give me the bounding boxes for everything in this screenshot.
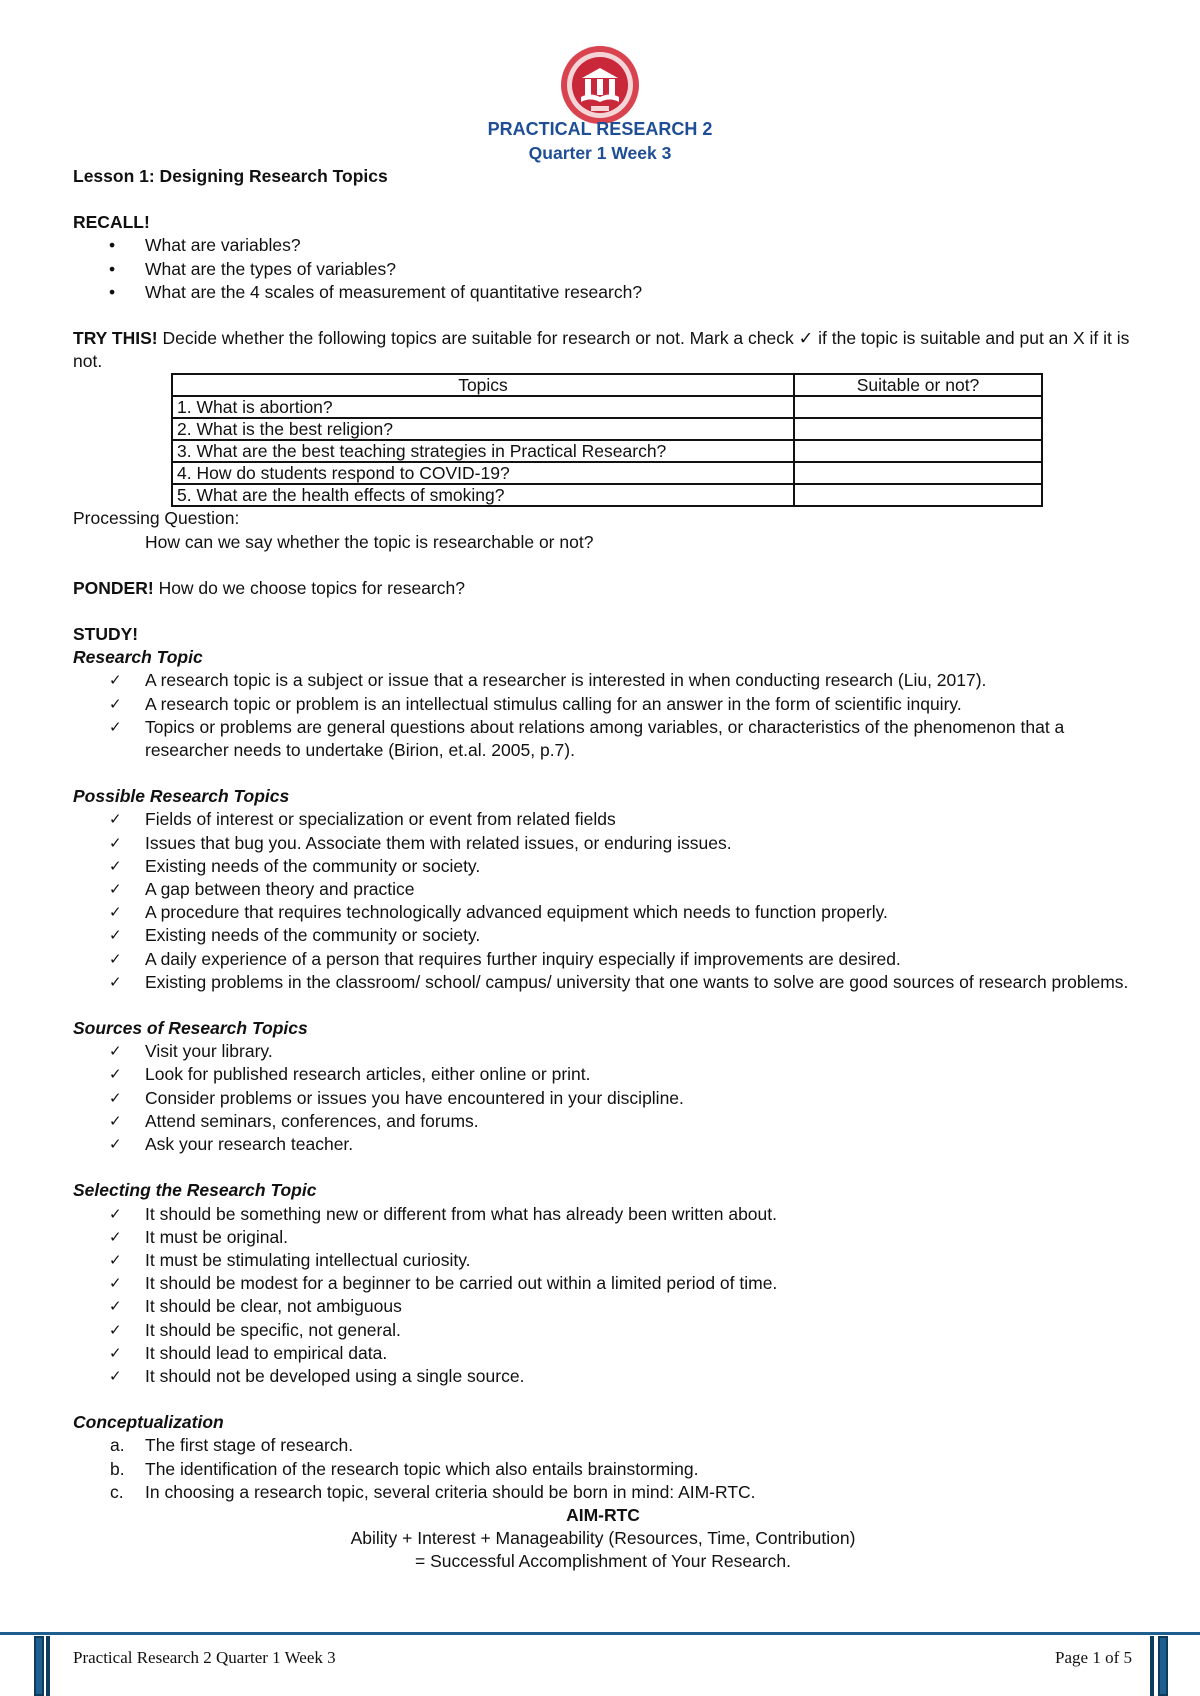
table-row xyxy=(172,440,1042,462)
table-row xyxy=(172,484,1042,506)
list-item: ✓ It must be original. xyxy=(73,1226,1133,1249)
list-item: ✓ Ask your research teacher. xyxy=(73,1133,1133,1156)
answer-cell[interactable] xyxy=(794,462,1042,484)
check-mark-icon: ✓ xyxy=(109,694,122,713)
topic-cell: 2. What is the best religion? xyxy=(172,418,794,440)
topic-cell: 1. What is abortion? xyxy=(172,396,794,418)
aim-rtc-heading: AIM-RTC xyxy=(566,1504,640,1525)
topic-cell: 3. What are the best teaching strategies in Practical Research? xyxy=(172,440,794,462)
footer-bar-left xyxy=(34,1636,44,1696)
list-item: ✓ Visit your library. xyxy=(73,1040,1133,1063)
list-item: a. The first stage of research. xyxy=(110,1435,354,1456)
answer-cell[interactable] xyxy=(794,418,1042,440)
try-this-paragraph xyxy=(73,327,1133,373)
document-title: PRACTICAL RESEARCH 2 xyxy=(487,119,713,139)
topics-table xyxy=(171,373,1043,507)
research-topic-list xyxy=(73,669,1133,762)
check-mark-icon: ✓ xyxy=(109,1343,122,1362)
topic-cell: 4. How do students respond to COVID-19? xyxy=(172,462,794,484)
footer-bar-left-thin xyxy=(46,1636,50,1696)
footer-divider xyxy=(0,1632,1200,1635)
check-mark-icon: ✓ xyxy=(109,880,122,899)
list-item: ✓ Topics or problems are general questions about relations among variables, or characteristics of the phenomenon that a researcher needs to undertake (Birion, et.al. 2005, p.7). xyxy=(109,716,1065,761)
check-mark-icon: ✓ xyxy=(109,1227,122,1246)
answer-cell[interactable] xyxy=(794,396,1042,418)
list-item: ✓ It should not be developed using a single source. xyxy=(73,1365,1133,1388)
check-mark-icon: ✓ xyxy=(109,1366,122,1385)
check-mark-icon: ✓ xyxy=(109,1204,122,1223)
study-heading: STUDY! xyxy=(73,624,139,645)
check-mark-icon: ✓ xyxy=(109,1042,122,1061)
list-item: ✓ Existing problems in the classroom/ school/ campus/ university that one wants to solve are good sources of research problems. xyxy=(73,971,1133,994)
topics-column-header: Topics xyxy=(172,374,794,396)
list-item: ✓ Attend seminars, conferences, and forums. xyxy=(73,1110,1133,1133)
list-item: • What are the types of variables? xyxy=(73,258,1133,281)
school-seal-logo xyxy=(559,44,641,126)
check-mark-icon: ✓ xyxy=(109,1297,122,1316)
topic-cell: 5. What are the health effects of smoking? xyxy=(172,484,794,506)
suitable-column-header: Suitable or not? xyxy=(794,374,1042,396)
check-mark-icon: ✓ xyxy=(109,856,122,875)
processing-question: How can we say whether the topic is researchable or not? xyxy=(145,531,594,552)
list-item: c. In choosing a research topic, several criteria should be born in mind: AIM-RTC. xyxy=(110,1481,756,1502)
list-item: ✓ It should be something new or different from what has already been written about. xyxy=(73,1203,1133,1226)
conceptualization-list xyxy=(73,1434,1133,1504)
answer-cell[interactable] xyxy=(794,484,1042,506)
table-row xyxy=(172,462,1042,484)
check-mark-icon: ✓ xyxy=(109,949,122,968)
table-row xyxy=(172,418,1042,440)
check-mark-icon: ✓ xyxy=(109,1274,122,1293)
selecting-list xyxy=(73,1203,1133,1389)
possible-topics-title: Possible Research Topics xyxy=(73,786,290,807)
list-item: ✓ It should lead to empirical data. xyxy=(73,1342,1133,1365)
sources-title: Sources of Research Topics xyxy=(73,1018,308,1039)
check-mark-icon: ✓ xyxy=(109,1088,122,1107)
list-item: ✓ Fields of interest or specialization or event from related fields xyxy=(73,808,1133,831)
table-header-row xyxy=(172,374,1042,396)
check-mark-icon: ✓ xyxy=(109,926,122,945)
list-item: ✓ A gap between theory and practice xyxy=(73,878,1133,901)
try-this-instruction: Decide whether the following topics are suitable for research or not. Mark a check ✓ if the topic is suitable and put an X if it is not. xyxy=(73,328,1130,372)
processing-label: Processing Question: xyxy=(73,508,240,529)
list-item: ✓ A procedure that requires technologically advanced equipment which needs to function properly. xyxy=(73,901,1133,924)
list-item: ✓ A research topic or problem is an intellectual stimulus calling for an answer in the form of scientific inquiry. xyxy=(73,693,1133,716)
list-item: ✓ A research topic is a subject or issue that a researcher is interested in when conducting research (Liu, 2017). xyxy=(73,669,1133,692)
research-topic-title: Research Topic xyxy=(73,647,203,668)
check-mark-icon: ✓ xyxy=(109,1111,122,1130)
list-item: • What are variables? xyxy=(73,234,1133,257)
footer-bar-right-thin xyxy=(1150,1636,1154,1696)
footer-page-number: Page 1 of 5 xyxy=(1055,1648,1132,1667)
answer-cell[interactable] xyxy=(794,440,1042,462)
check-mark-icon: ✓ xyxy=(109,972,122,991)
check-mark-icon: ✓ xyxy=(109,1065,122,1084)
try-this-heading: TRY THIS! xyxy=(73,328,158,349)
list-item: • What are the 4 scales of measurement of quantitative research? xyxy=(73,281,1133,304)
list-item: ✓ Consider problems or issues you have encountered in your discipline. xyxy=(73,1087,1133,1110)
list-item: ✓ It should be clear, not ambiguous xyxy=(73,1295,1133,1318)
list-item: ✓ It should be specific, not general. xyxy=(73,1319,1133,1342)
check-mark-icon: ✓ xyxy=(109,903,122,922)
list-item: b. The identification of the research topic which also entails brainstorming. xyxy=(110,1458,699,1479)
sources-list xyxy=(73,1040,1133,1156)
ponder-text: How do we choose topics for research? xyxy=(153,577,465,598)
footer-bar-right xyxy=(1158,1636,1168,1696)
check-mark-icon: ✓ xyxy=(109,1250,122,1269)
check-mark-icon: ✓ xyxy=(109,1135,122,1154)
ponder-paragraph xyxy=(73,577,1133,600)
check-mark-icon: ✓ xyxy=(109,717,122,736)
ponder-heading: PONDER! xyxy=(73,577,154,598)
check-mark-icon: ✓ xyxy=(109,671,122,690)
list-item: ✓ Issues that bug you. Associate them with related issues, or enduring issues. xyxy=(73,832,1133,855)
possible-topics-list xyxy=(73,808,1133,994)
check-mark-icon: ✓ xyxy=(109,810,122,829)
document-body xyxy=(73,165,1133,1574)
footer-course-label: Practical Research 2 Quarter 1 Week 3 xyxy=(73,1648,336,1667)
table-row xyxy=(172,396,1042,418)
check-mark-icon: ✓ xyxy=(109,1320,122,1339)
list-item: ✓ It must be stimulating intellectual curiosity. xyxy=(73,1249,1133,1272)
conceptualization-title: Conceptualization xyxy=(73,1412,224,1433)
lesson-title: Lesson 1: Designing Research Topics xyxy=(73,166,388,186)
document-subtitle: Quarter 1 Week 3 xyxy=(528,143,672,163)
list-item: ✓ A daily experience of a person that requires further inquiry especially if improvements are desired. xyxy=(73,948,1133,971)
selecting-title: Selecting the Research Topic xyxy=(73,1180,317,1201)
check-mark-icon: ✓ xyxy=(109,833,122,852)
list-item: ✓ Existing needs of the community or society. xyxy=(73,855,1133,878)
recall-heading: RECALL! xyxy=(73,212,150,233)
list-item: ✓ Look for published research articles, either online or print. xyxy=(73,1063,1133,1086)
aim-rtc-result: = Successful Accomplishment of Your Research. xyxy=(415,1551,791,1572)
list-item: ✓ It should be modest for a beginner to be carried out within a limited period of time. xyxy=(73,1272,1133,1295)
recall-list xyxy=(73,234,1133,304)
list-item: ✓ Existing needs of the community or society. xyxy=(73,924,1133,947)
aim-rtc-formula: Ability + Interest + Manageability (Resources, Time, Contribution) xyxy=(350,1528,856,1549)
